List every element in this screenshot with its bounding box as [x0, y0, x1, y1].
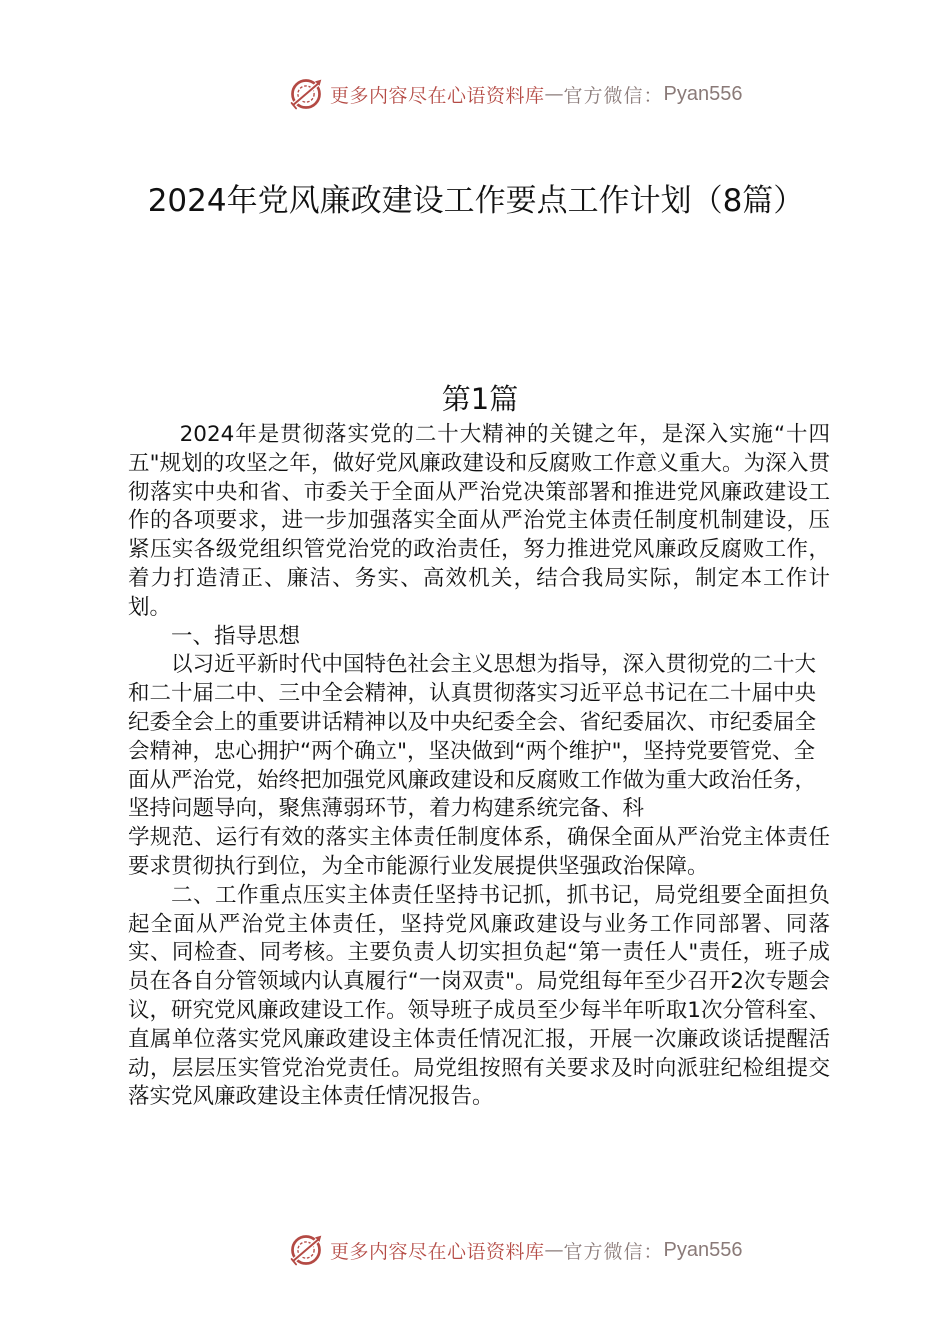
- heading-guiding-ideology: 一、指导思想: [171, 623, 301, 649]
- watermark-official-label: 官方微信：: [563, 1240, 664, 1263]
- watermark-text: 更多内容尽在心语资料库: [330, 84, 545, 107]
- section-title: 第1篇: [441, 382, 519, 416]
- watermark-official-label: 官方微信：: [563, 84, 664, 107]
- footer-watermark: [288, 1232, 743, 1268]
- watermark-separator: —: [544, 83, 564, 105]
- watermark-wechat-id: Pyan556: [663, 1238, 743, 1261]
- watermark-text: 更多内容尽在心语资料库: [330, 1240, 545, 1263]
- guiding-ideology-continued: 学规范、运行有效的落实主体责任制度体系，确保全面从严治党主体责任要求贯彻执行到位，为全市能源行业发展提供坚强政治保障。: [128, 825, 830, 879]
- brand-logo-icon: [288, 76, 324, 112]
- work-focus-paragraph: 二、工作重点压实主体责任坚持书记抓，抓书记，局党组要全面担负起全面从严治党主体责任，坚持党风廉政建设与业务工作同部署、同落实、同检查、同考核。主要负责人切实担负起“第一责任人"责任，班子成员在各自分管领域内认真履行“一岗双责"。局党组每年至少召开2次专题会议，研究党风廉政建设工作。领导班子成员至少每半年听取1次分管科室、直属单位落实党风廉政建设主体责任情况汇报，开展一次廉政谈话提醒活动，层层压实管党治党责任。局党组按照有关要求及时向派驻纪检组提交落实党风廉政建设主体责任情况报告。: [128, 882, 830, 1110]
- document-body: [128, 421, 830, 1112]
- header-watermark: [288, 76, 743, 112]
- brand-logo-icon: [288, 1232, 324, 1268]
- watermark-separator: —: [544, 1239, 564, 1261]
- intro-paragraph: 2024年是贯彻落实党的二十大精神的关键之年，是深入实施“十四五"规划的攻坚之年，做好党风廉政建设和反腐败工作意义重大。为深入贯彻落实中央和省、市委关于全面从严治党决策部署和推进党风廉政建设工作的各项要求，进一步加强落实全面从严治党主体责任制度机制建设，压紧压实各级党组织管党治党的政治责任，努力推进党风廉政反腐败工作，着力打造清正、廉洁、务实、高效机关，结合我局实际，制定本工作计划。: [128, 422, 830, 620]
- watermark-wechat-id: Pyan556: [663, 82, 743, 105]
- document-title: 2024年党风廉政建设工作要点工作计划（8篇）: [147, 183, 805, 219]
- guiding-ideology-paragraph: 以习近平新时代中国特色社会主义思想为指导，深入贯彻党的二十大和二十届二中、三中全会精神，认真贯彻落实习近平总书记在二十届中央纪委全会上的重要讲话精神以及中央纪委全会、省纪委届次、市纪委届全会精神，忠心拥护“两个确立"，坚决做到“两个维护"，坚持党要管党、全面从严治党，始终把加强党风廉政建设和反腐败工作做为重大政治任务，坚持问题导向，聚焦薄弱环节，着力构建系统完备、科: [128, 652, 817, 822]
